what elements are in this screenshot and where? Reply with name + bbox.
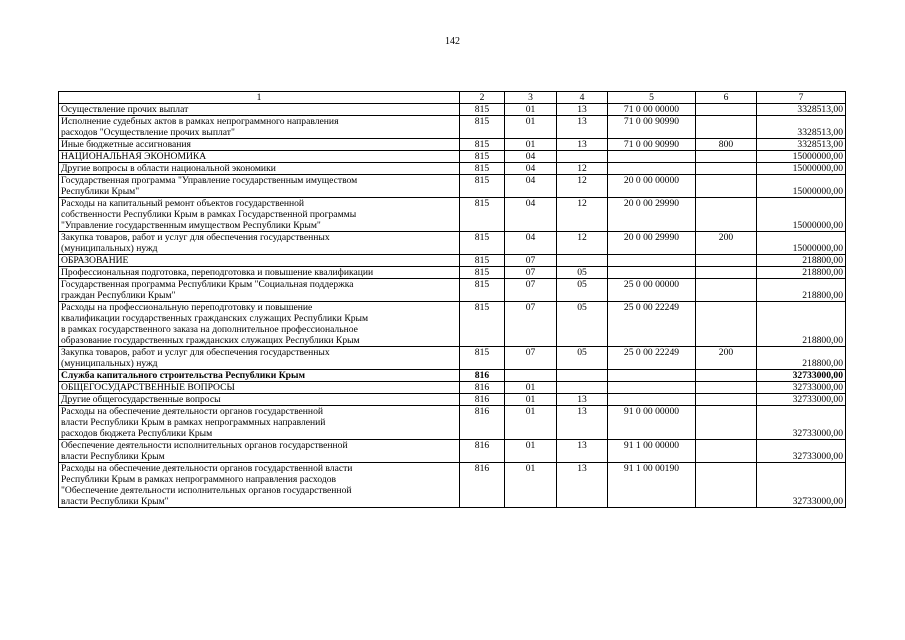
row-amount: 218800,00 (757, 279, 846, 302)
row-code-subsection: 13 (557, 463, 608, 508)
row-description: Закупка товаров, работ и услуг для обеспечения государственных (муниципальных) нужд (59, 347, 460, 370)
row-code-target: 71 0 00 00000 (608, 104, 696, 116)
row-code-subsection: 13 (557, 104, 608, 116)
row-code-section: 04 (505, 198, 557, 232)
row-description: Другие вопросы в области национальной экономики (59, 163, 460, 175)
row-code-expense-type (696, 116, 757, 139)
row-code-expense-type (696, 198, 757, 232)
row-code-target: 20 0 00 29990 (608, 198, 696, 232)
row-code-expense-type: 800 (696, 139, 757, 151)
row-code-section: 04 (505, 232, 557, 255)
row-amount: 32733000,00 (757, 440, 846, 463)
row-code-section: 07 (505, 279, 557, 302)
row-description: Закупка товаров, работ и услуг для обеспечения государственных (муниципальных) нужд (59, 232, 460, 255)
row-code-section: 01 (505, 382, 557, 394)
row-code-admin: 815 (460, 255, 505, 267)
table-row (59, 463, 846, 508)
row-code-section: 04 (505, 175, 557, 198)
row-amount: 32733000,00 (757, 406, 846, 440)
row-amount: 32733000,00 (757, 370, 846, 382)
row-code-section: 07 (505, 347, 557, 370)
table-row (59, 279, 846, 302)
row-code-expense-type (696, 406, 757, 440)
row-code-target (608, 394, 696, 406)
row-code-admin: 815 (460, 347, 505, 370)
row-code-section: 07 (505, 302, 557, 347)
row-code-expense-type (696, 440, 757, 463)
row-code-subsection (557, 370, 608, 382)
table-row (59, 232, 846, 255)
row-amount: 15000000,00 (757, 232, 846, 255)
row-code-section: 01 (505, 440, 557, 463)
row-code-expense-type (696, 463, 757, 508)
row-amount: 3328513,00 (757, 104, 846, 116)
row-code-section: 01 (505, 116, 557, 139)
row-code-target (608, 382, 696, 394)
row-amount: 32733000,00 (757, 382, 846, 394)
row-amount: 218800,00 (757, 347, 846, 370)
row-amount: 3328513,00 (757, 139, 846, 151)
row-code-admin: 816 (460, 394, 505, 406)
row-code-subsection: 12 (557, 198, 608, 232)
row-code-section: 04 (505, 151, 557, 163)
page-number: 142 (445, 36, 460, 47)
row-amount: 218800,00 (757, 255, 846, 267)
row-code-target: 20 0 00 00000 (608, 175, 696, 198)
row-code-expense-type (696, 151, 757, 163)
row-code-subsection: 13 (557, 139, 608, 151)
row-description: Расходы на обеспечение деятельности органов государственной власти Республики Крым в рамках непрограммных направлений расходов бюджета Республики Крым (59, 406, 460, 440)
table-row (59, 347, 846, 370)
row-code-section: 01 (505, 406, 557, 440)
row-description: Исполнение судебных актов в рамках непрограммного направления расходов "Осуществление прочих выплат" (59, 116, 460, 139)
row-code-admin: 815 (460, 302, 505, 347)
row-code-target: 25 0 00 22249 (608, 347, 696, 370)
row-code-subsection: 12 (557, 163, 608, 175)
row-code-section: 01 (505, 104, 557, 116)
header-cell: 5 (608, 92, 696, 104)
row-code-admin: 815 (460, 151, 505, 163)
row-amount: 15000000,00 (757, 151, 846, 163)
table-row (59, 198, 846, 232)
table-row (59, 440, 846, 463)
row-description: Обеспечение деятельности исполнительных органов государственной власти Республики Крым (59, 440, 460, 463)
table-row (59, 163, 846, 175)
row-code-admin: 816 (460, 370, 505, 382)
row-description: ОБРАЗОВАНИЕ (59, 255, 460, 267)
row-code-target: 25 0 00 00000 (608, 279, 696, 302)
row-code-section (505, 370, 557, 382)
row-code-subsection: 13 (557, 116, 608, 139)
row-description: Профессиональная подготовка, переподготовка и повышение квалификации (59, 267, 460, 279)
row-code-expense-type (696, 302, 757, 347)
row-description: Расходы на профессиональную переподготовку и повышение квалификации государственных гражданских служащих Республики Крым в рамках государственного заказа на дополнительное профессиональное образование государственных гражданских служащих Республики Крым (59, 302, 460, 347)
row-code-target (608, 370, 696, 382)
row-code-expense-type (696, 267, 757, 279)
row-code-expense-type (696, 104, 757, 116)
row-code-admin: 816 (460, 463, 505, 508)
row-description: Другие общегосударственные вопросы (59, 394, 460, 406)
row-code-admin: 815 (460, 198, 505, 232)
row-code-expense-type (696, 279, 757, 302)
row-code-section: 01 (505, 139, 557, 151)
row-description: Осуществление прочих выплат (59, 104, 460, 116)
table-row (59, 370, 846, 382)
row-code-target (608, 267, 696, 279)
row-code-target: 25 0 00 22249 (608, 302, 696, 347)
row-amount: 218800,00 (757, 267, 846, 279)
row-code-target: 91 1 00 00000 (608, 440, 696, 463)
row-description: НАЦИОНАЛЬНАЯ ЭКОНОМИКА (59, 151, 460, 163)
row-code-target (608, 255, 696, 267)
row-description: Государственная программа Республики Крым "Социальная поддержка граждан Республики Крым" (59, 279, 460, 302)
row-amount: 32733000,00 (757, 463, 846, 508)
row-description: Расходы на капитальный ремонт объектов государственной собственности Республики Крым в рамках Государственной программы "Управление государственным имуществом Республики Крым" (59, 198, 460, 232)
row-amount: 15000000,00 (757, 163, 846, 175)
row-code-subsection (557, 382, 608, 394)
row-code-subsection: 12 (557, 232, 608, 255)
table-row (59, 394, 846, 406)
row-code-admin: 816 (460, 440, 505, 463)
row-code-admin: 815 (460, 279, 505, 302)
row-code-subsection (557, 255, 608, 267)
row-code-admin: 816 (460, 382, 505, 394)
row-code-section: 01 (505, 463, 557, 508)
header-cell: 7 (757, 92, 846, 104)
row-amount: 218800,00 (757, 302, 846, 347)
row-code-target: 71 0 00 90990 (608, 116, 696, 139)
row-code-target (608, 163, 696, 175)
row-code-subsection (557, 151, 608, 163)
row-code-expense-type (696, 370, 757, 382)
table-header-row (59, 92, 846, 104)
table-row (59, 151, 846, 163)
row-code-target (608, 151, 696, 163)
row-code-section: 07 (505, 267, 557, 279)
row-code-subsection: 13 (557, 406, 608, 440)
table-row (59, 302, 846, 347)
row-code-admin: 815 (460, 175, 505, 198)
row-description: Государственная программа "Управление государственным имуществом Республики Крым" (59, 175, 460, 198)
row-code-section: 01 (505, 394, 557, 406)
row-code-expense-type: 200 (696, 232, 757, 255)
row-code-subsection: 05 (557, 302, 608, 347)
budget-table (58, 91, 846, 508)
header-cell: 6 (696, 92, 757, 104)
row-description: Служба капитального строительства Республики Крым (59, 370, 460, 382)
row-code-admin: 815 (460, 104, 505, 116)
row-code-expense-type (696, 382, 757, 394)
row-code-subsection: 05 (557, 279, 608, 302)
header-cell: 2 (460, 92, 505, 104)
row-code-admin: 816 (460, 406, 505, 440)
header-cell: 1 (59, 92, 460, 104)
row-code-target: 20 0 00 29990 (608, 232, 696, 255)
row-description: ОБЩЕГОСУДАРСТВЕННЫЕ ВОПРОСЫ (59, 382, 460, 394)
row-code-subsection: 05 (557, 267, 608, 279)
row-description: Расходы на обеспечение деятельности органов государственной власти Республики Крым в рамках непрограммного направления расходов "Обеспечение деятельности исполнительных органов государственной власти Республики Крым" (59, 463, 460, 508)
row-amount: 32733000,00 (757, 394, 846, 406)
table-row (59, 104, 846, 116)
table-row (59, 116, 846, 139)
header-cell: 3 (505, 92, 557, 104)
row-code-admin: 815 (460, 139, 505, 151)
row-code-admin: 815 (460, 163, 505, 175)
row-code-subsection: 13 (557, 394, 608, 406)
row-code-subsection: 05 (557, 347, 608, 370)
row-code-expense-type (696, 394, 757, 406)
row-code-expense-type: 200 (696, 347, 757, 370)
row-code-section: 07 (505, 255, 557, 267)
row-code-admin: 815 (460, 116, 505, 139)
row-code-subsection: 13 (557, 440, 608, 463)
row-code-expense-type (696, 255, 757, 267)
row-code-expense-type (696, 163, 757, 175)
header-cell: 4 (557, 92, 608, 104)
row-amount: 15000000,00 (757, 175, 846, 198)
row-code-target: 91 0 00 00000 (608, 406, 696, 440)
table-row (59, 139, 846, 151)
row-code-target: 71 0 00 90990 (608, 139, 696, 151)
table-row (59, 406, 846, 440)
row-code-admin: 815 (460, 267, 505, 279)
row-code-target: 91 1 00 00190 (608, 463, 696, 508)
row-amount: 15000000,00 (757, 198, 846, 232)
table-row (59, 255, 846, 267)
table-row (59, 382, 846, 394)
row-code-subsection: 12 (557, 175, 608, 198)
row-code-admin: 815 (460, 232, 505, 255)
row-amount: 3328513,00 (757, 116, 846, 139)
table-row (59, 175, 846, 198)
row-description: Иные бюджетные ассигнования (59, 139, 460, 151)
row-code-expense-type (696, 175, 757, 198)
row-code-section: 04 (505, 163, 557, 175)
table-row (59, 267, 846, 279)
